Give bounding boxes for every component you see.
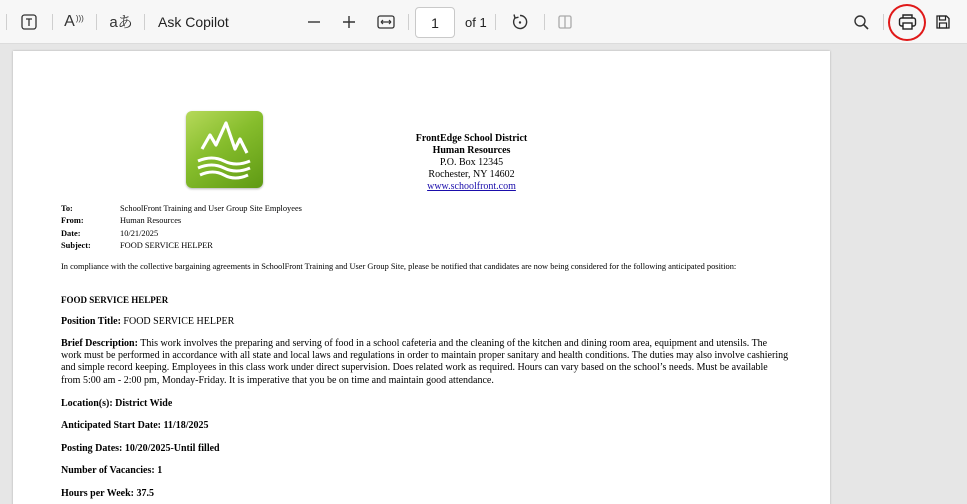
translate-icon: aあ [109, 13, 133, 31]
toolbar-separator [52, 14, 53, 30]
letterhead [373, 133, 570, 193]
toolbar-separator [96, 14, 97, 30]
toolbar-separator [144, 14, 145, 30]
zoom-out-button[interactable] [299, 0, 329, 44]
location: Location(s): District Wide [61, 398, 173, 409]
zoom-in-icon [342, 15, 356, 29]
ask-copilot-button[interactable]: Ask Copilot [158, 14, 229, 30]
memo-date: 10/21/2025 [120, 228, 159, 238]
posting-dates: Posting Dates: 10/20/2025-Until filled [61, 443, 220, 454]
dept-name: Human Resources [432, 145, 511, 156]
toolbar-separator [883, 14, 884, 30]
fit-width-button[interactable] [371, 0, 401, 44]
hours-per-week: Hours per Week: 37.5 [61, 488, 154, 499]
page-total-label: of 1 [465, 14, 487, 30]
toolbar-separator [495, 14, 496, 30]
memo-subject-row: Subject: FOOD SERVICE HELPER [61, 240, 302, 252]
toolbar-separator [408, 14, 409, 30]
text-box-icon [20, 13, 38, 31]
memo-to-row: To: SchoolFront Training and User Group Site Employees [61, 203, 302, 215]
memo-from-row: From: Human Resources [61, 215, 302, 227]
district-logo [186, 111, 263, 188]
rotate-button[interactable] [505, 0, 535, 44]
zoom-out-icon [307, 15, 321, 29]
fit-width-icon [377, 14, 395, 30]
memo-from: Human Resources [120, 216, 182, 226]
page-view-icon [556, 13, 574, 31]
memo-to: SchoolFront Training and User Group Site Employees [120, 204, 302, 213]
text-box-button[interactable] [14, 0, 44, 44]
toolbar-separator [544, 14, 545, 30]
intro-paragraph: In compliance with the collective bargaining agreements in SchoolFront Training and User Group Site, please be notified that candidates are now being considered for the following anticipated position: [61, 262, 737, 271]
pdf-toolbar [0, 0, 967, 44]
org-name: FrontEdge School District [415, 133, 528, 144]
address-line-1: P.O. Box 12345 [439, 157, 504, 168]
toolbar-separator [6, 14, 7, 30]
rotate-icon [511, 13, 529, 31]
address-line-2: Rochester, NY 14602 [428, 169, 515, 180]
translate-button[interactable] [104, 0, 138, 44]
memo-block [61, 203, 302, 252]
number-of-vacancies: Number of Vacancies: 1 [61, 465, 163, 476]
anticipated-start-date: Anticipated Start Date: 11/18/2025 [61, 420, 209, 431]
page-number-input[interactable] [415, 7, 455, 38]
save-button[interactable] [928, 0, 958, 44]
print-icon [898, 13, 917, 31]
pdf-page [13, 51, 830, 504]
memo-date-row: Date: 10/21/2025 [61, 228, 302, 240]
zoom-in-button[interactable] [334, 0, 364, 44]
position-title: Position Title: FOOD SERVICE HELPER [61, 316, 235, 327]
search-button[interactable] [846, 0, 876, 44]
read-aloud-icon: A ))) [64, 13, 84, 30]
page-view-button[interactable] [550, 0, 580, 44]
brief-description: Brief Description: This work involves the preparing and serving of food in a school cafeteria and the cleaning of the kitchen and dining room area, equipment and utensils. The work must be performed in accordance with all state and local laws and regulations in order to maintain proper sanitary and health conditions. The duties may also involve cashiering and simple record keeping. Employees in this class work under direct supervision. Does related work as required. Hours can vary based on the school’s needs. Must be available from 5:00 am - 2:00 pm, Monday-Friday. It is imperative that you be on time and maintain good attendance. [61, 338, 789, 386]
search-icon [853, 14, 870, 31]
save-icon [935, 14, 951, 30]
read-aloud-button[interactable] [59, 0, 89, 44]
position-heading: FOOD SERVICE HELPER [61, 295, 169, 305]
memo-subject: FOOD SERVICE HELPER [120, 240, 213, 250]
print-button[interactable] [892, 0, 922, 44]
website-link[interactable]: www.schoolfront.com [427, 181, 516, 192]
